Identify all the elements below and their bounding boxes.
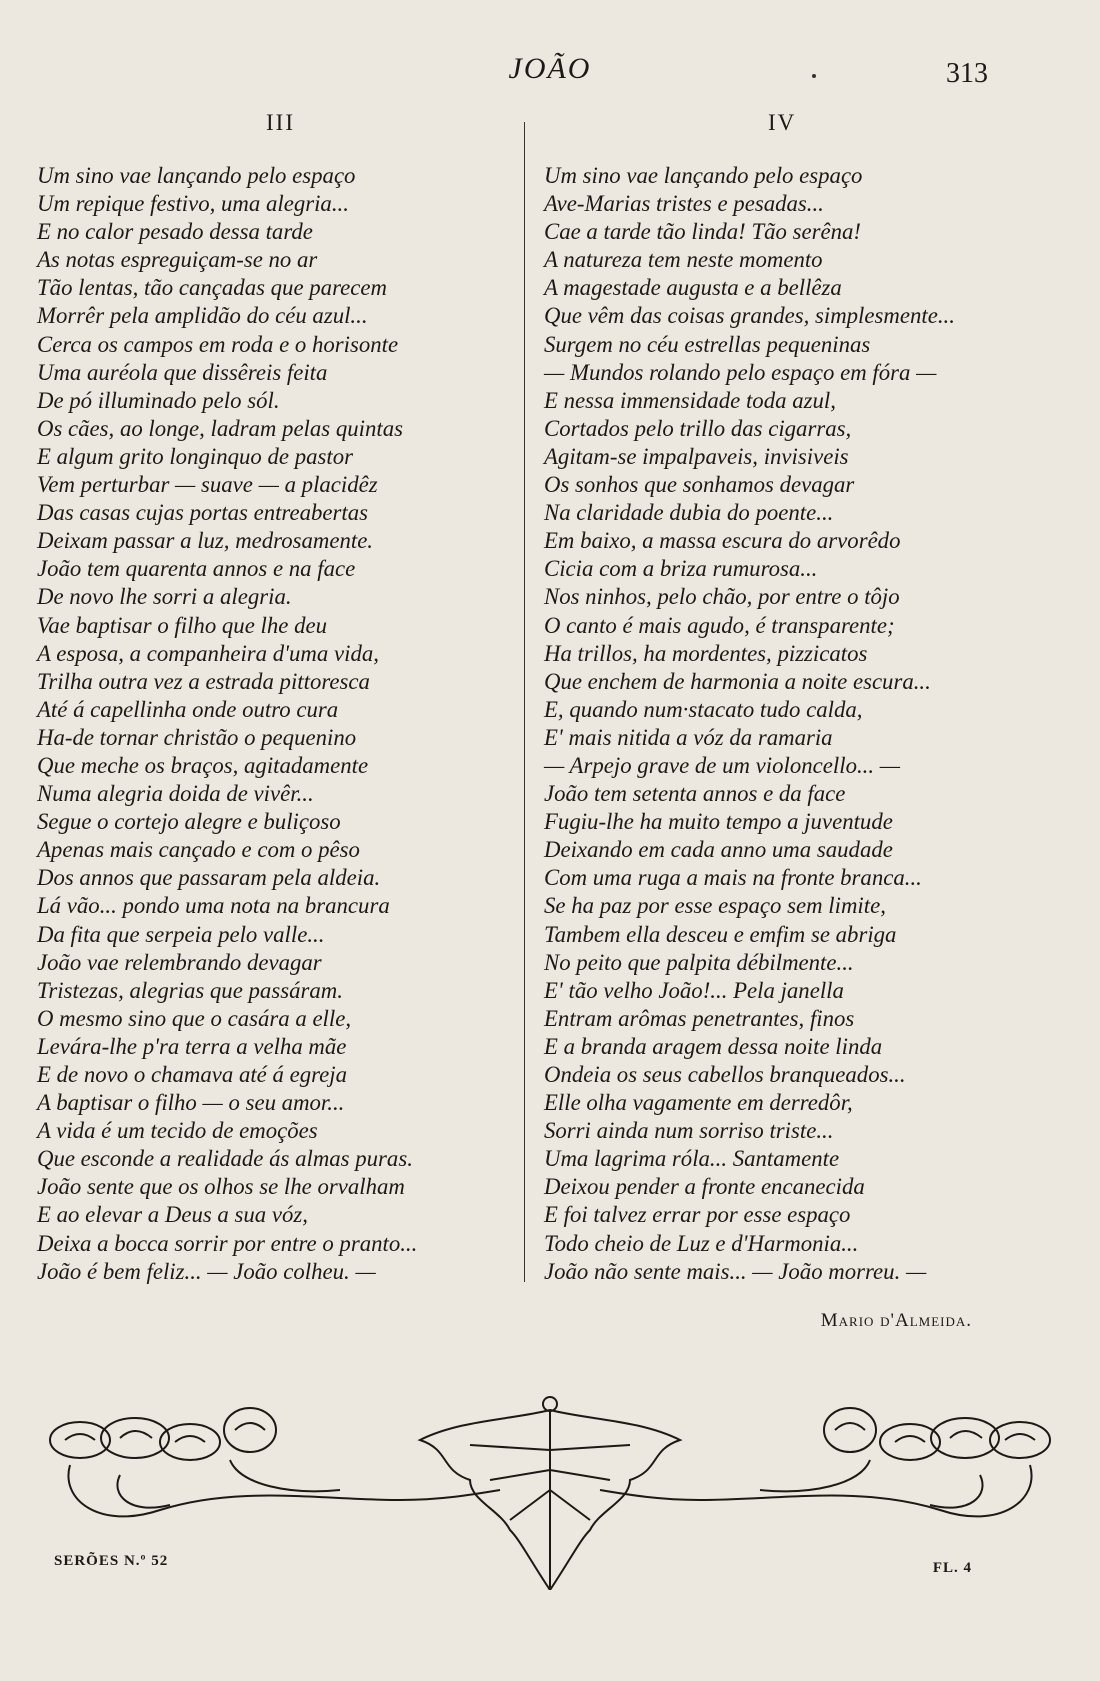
poem-line: João sente que os olhos se lhe orvalham <box>37 1174 405 1200</box>
running-title: JOÃO <box>508 52 592 85</box>
poem-line: Até á capellinha onde outro cura <box>37 696 339 722</box>
poem-line: Tão lentas, tão cançadas que parecem <box>37 275 387 301</box>
poem-line: João é bem feliz... — João colheu. — <box>37 1258 376 1284</box>
poem-line: No peito que palpita débilmente... <box>544 949 854 975</box>
poem-line: Dos annos que passaram pela aldeia. <box>37 865 381 891</box>
poem-line: Ave-Marias tristes e pesadas... <box>544 191 824 217</box>
poem-line: Todo cheio de Luz e d'Harmonia... <box>544 1230 859 1256</box>
poem-line: A esposa, a companheira d'uma vida, <box>37 640 379 666</box>
poem-section-iii <box>37 162 497 1286</box>
page-number: 313 <box>946 58 988 89</box>
poem-line: Deixou pender a fronte encanecida <box>544 1174 865 1200</box>
poem-line: A vida é um tecido de emoções <box>37 1118 318 1144</box>
poem-line: Nos ninhos, pelo chão, por entre o tôjo <box>544 584 900 610</box>
poem-line: Se ha paz por esse espaço sem limite, <box>544 893 886 919</box>
poem-line: Os cães, ao longe, ladram pelas quintas <box>37 415 403 441</box>
poem-line: E foi talvez errar por esse espaço <box>544 1202 851 1228</box>
poem-line: Deixam passar a luz, medrosamente. <box>37 528 374 554</box>
poem-line: E algum grito longinquo de pastor <box>37 443 353 469</box>
poem-line: Vae baptisar o filho que lhe deu <box>37 612 327 638</box>
poem-line: Da fita que serpeia pelo valle... <box>37 921 325 947</box>
poem-line: Lá vão... pondo uma nota na brancura <box>37 893 390 919</box>
poem-line: Um repique festivo, uma alegria... <box>37 191 349 217</box>
poem-line: E, quando num·stacato tudo calda, <box>544 696 863 722</box>
poem-line: As notas espreguiçam-se no ar <box>37 247 318 273</box>
poem-line: Agitam-se impalpaveis, invisiveis <box>544 443 849 469</box>
poem-line: Cerca os campos em roda e o horisonte <box>37 331 399 357</box>
poem-line: Que meche os braços, agitadamente <box>37 752 369 778</box>
poem-line: A magestade augusta e a bellêza <box>544 275 842 301</box>
poem-line: — Arpejo grave de um violoncello... — <box>544 752 901 778</box>
poem-line: E ao elevar a Deus a sua vóz, <box>37 1202 308 1228</box>
poem-line: Das casas cujas portas entreabertas <box>37 500 368 526</box>
poem-line: Cicia com a briza rumurosa... <box>544 556 818 582</box>
poem-line: Apenas mais cançado e com o pêso <box>37 837 360 863</box>
column-divider <box>524 122 525 1282</box>
poem-line: Uma lagrima róla... Santamente <box>544 1146 840 1172</box>
poem-line: Sorri ainda num sorriso triste... <box>544 1118 834 1144</box>
poem-line: Tambem ella desceu e emfim se abriga <box>544 921 897 947</box>
poem-line: Fugiu-lhe ha muito tempo a juventude <box>544 809 893 835</box>
poem-line: Trilha outra vez a estrada pittoresca <box>37 668 370 694</box>
poem-line: Tristezas, alegrias que passáram. <box>37 977 343 1003</box>
poem-line: Um sino vae lançando pelo espaço <box>37 163 356 188</box>
poem-line: João vae relembrando devagar <box>37 949 322 975</box>
poem-line: Com uma ruga a mais na fronte branca... <box>544 865 922 891</box>
poem-line: Que enchem de harmonia a noite escura... <box>544 668 931 694</box>
poem-line: Em baixo, a massa escura do arvorêdo <box>544 528 901 554</box>
poem-line: Numa alegria doida de vivêr... <box>37 781 314 807</box>
poem-line: A baptisar o filho — o seu amor... <box>37 1090 345 1116</box>
poem-line: João tem quarenta annos e na face <box>37 556 356 582</box>
poem-line: Ondeia os seus cabellos branqueados... <box>544 1062 906 1087</box>
poem-line: João não sente mais... — João morreu. — <box>544 1258 927 1284</box>
poem-line: Os sonhos que sonhamos devagar <box>544 472 855 498</box>
poem-line: Morrêr pela amplidão do céu azul... <box>37 303 368 329</box>
poem-line: De pó illuminado pelo sól. <box>37 387 280 413</box>
poem-line: Elle olha vagamente em derredôr, <box>544 1090 853 1116</box>
poem-line: E' tão velho João!... Pela janella <box>544 977 844 1003</box>
poem-line: Cae a tarde tão linda! Tão serêna! <box>544 219 862 245</box>
poem-line: Uma auréola que dissêreis feita <box>37 359 328 385</box>
author-signature: Mario d'Almeida. <box>820 1310 972 1331</box>
poem-line: Levára-lhe p'ra terra a velha mãe <box>37 1033 347 1059</box>
poem-section-iv <box>544 162 1014 1286</box>
poem-line: A natureza tem neste momento <box>544 247 823 273</box>
poem-line: Vem perturbar — suave — a placidêz <box>37 472 378 498</box>
poem-line: João tem setenta annos e da face <box>544 781 846 807</box>
poem-line: Segue o cortejo alegre e buliçoso <box>37 809 341 835</box>
poem-line: Que esconde a realidade ás almas puras. <box>37 1146 413 1172</box>
poem-line: Um sino vae lançando pelo espaço <box>544 163 863 188</box>
footer-leaf: FL. 4 <box>932 1560 972 1576</box>
floral-ornament-icon <box>40 1390 1060 1590</box>
poem-line: De novo lhe sorri a alegria. <box>37 584 292 610</box>
poem-line: Entram arômas penetrantes, finos <box>544 1005 855 1031</box>
poem-line: O canto é mais agudo, é transparente; <box>544 612 895 638</box>
poem-line: E no calor pesado dessa tarde <box>37 219 313 245</box>
poem-line: Na claridade dubia do poente... <box>544 500 834 526</box>
poem-line: Ha trillos, ha mordentes, pizzicatos <box>544 640 868 666</box>
poem-line: Deixa a bocca sorrir por entre o pranto... <box>37 1230 418 1256</box>
poem-line: E a branda aragem dessa noite linda <box>544 1033 883 1059</box>
poem-line: Ha-de tornar christão o pequenino <box>37 724 357 750</box>
footer-issue: SERÕES N.º 52 <box>54 1553 169 1569</box>
poem-line: E de novo o chamava até á egreja <box>37 1062 347 1087</box>
poem-line: O mesmo sino que o casára a elle, <box>37 1005 352 1031</box>
poem-line: E nessa immensidade toda azul, <box>544 387 836 413</box>
poem-line: — Mundos rolando pelo espaço em fóra — <box>544 359 937 385</box>
poem-line: E' mais nitida a vóz da ramaria <box>544 724 833 750</box>
section-heading-iii: III <box>266 110 295 135</box>
poem-line: Surgem no céu estrellas pequeninas <box>544 331 871 357</box>
section-heading-iv: IV <box>768 110 797 135</box>
poem-line: Deixando em cada anno uma saudade <box>544 837 893 863</box>
print-speck <box>812 74 816 78</box>
poem-line: Cortados pelo trillo das cigarras, <box>544 415 852 441</box>
poem-line: Que vêm das coisas grandes, simplesmente... <box>544 303 955 329</box>
